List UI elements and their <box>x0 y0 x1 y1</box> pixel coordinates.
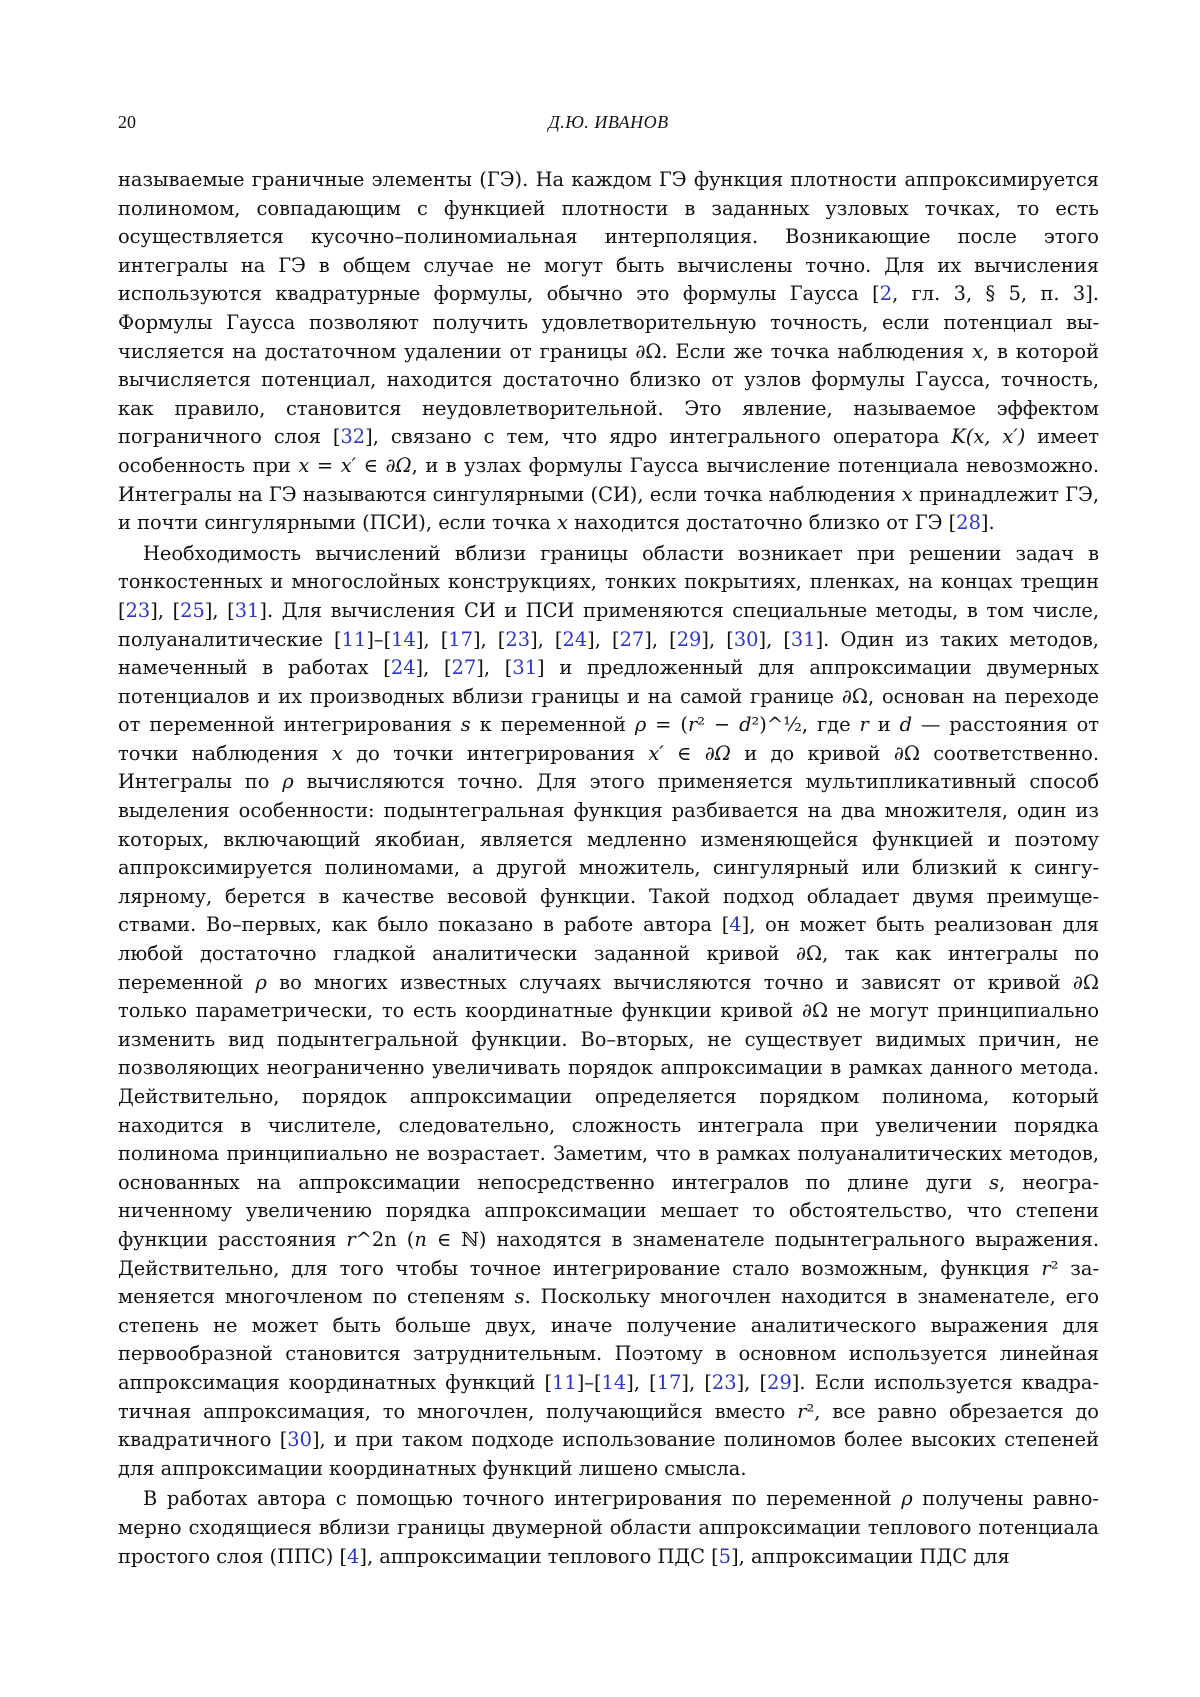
text-run: ], [ <box>701 627 734 651</box>
math-symbol: d <box>739 713 752 737</box>
text-run: находится достаточно близко от ГЭ [ <box>567 511 957 535</box>
paragraph-1 <box>118 166 1099 538</box>
text-run: ∈ ℕ) находятся в знаменателе подынтегрального выражения. Действительно, для того чтобы точное интегрирование стало возможным, функция <box>118 1227 1100 1280</box>
math-symbol: d <box>899 713 913 737</box>
citation-link[interactable]: 28 <box>956 511 981 535</box>
text-run: ]. Один из таких методов, намеченный в работах [ <box>118 627 1099 680</box>
math-symbol: x <box>557 511 568 535</box>
math-symbol: s <box>989 1170 1000 1194</box>
math-symbol: K(x, x′) <box>951 425 1026 449</box>
citation-link[interactable]: 5 <box>718 1544 732 1568</box>
text-run: , неограниченному увеличению порядка аппроксимации мешает то обстоятельство, что степени функции расстояния <box>118 1170 1099 1251</box>
citation-link[interactable]: 2 <box>879 282 893 306</box>
paragraph-2 <box>118 540 1099 1484</box>
text-run: ], [ <box>681 1370 712 1394</box>
running-head: Д.Ю. ИВАНОВ <box>548 112 669 132</box>
text-run: и до кривой ∂Ω соответственно. Интегралы по <box>118 741 1100 794</box>
text-run: ]. <box>980 511 995 535</box>
citation-link[interactable]: 31 <box>512 656 538 680</box>
citation-link[interactable]: 4 <box>347 1544 360 1568</box>
citation-link[interactable]: 11 <box>552 1370 577 1394</box>
text-run: ], [ <box>626 1370 657 1394</box>
math-symbol: s <box>460 713 471 737</box>
text-run: ], аппроксимации теплового ПДС [ <box>359 1544 719 1568</box>
text-run: ], [ <box>530 627 563 651</box>
text-run: ], [ <box>150 598 181 622</box>
text-run: ], [ <box>736 1370 768 1394</box>
citation-link[interactable]: 29 <box>676 627 702 651</box>
text-run: ], [ <box>204 598 235 622</box>
text-run: принадлежит ГЭ, и почти сингулярными (ПСИ), если точка <box>118 482 1099 535</box>
text-run: ], [ <box>472 627 506 651</box>
citation-link[interactable]: 27 <box>451 656 477 680</box>
text-run: вычисляются точно. Для этого применяется мультипликативный способ выделения особенности: подынтегральная функция разбивается на два множителя, один из которых, включающий якобиан, является медленно изменяющейся функцией и поэтому аппроксимируется полиномами, а другой множитель, сингулярный или близкий к сингулярному, берется в качестве весовой функции. Такой подход обладает двумя преимуществами. Во–первых, как было показано в работе автора [ <box>118 770 1099 937</box>
text-run: до точки интегрирования <box>342 741 649 765</box>
text-run: ], [ <box>587 627 620 651</box>
citation-link[interactable]: 29 <box>767 1370 792 1394</box>
text-run: — расстояния от точки наблюдения <box>118 713 1100 765</box>
text-run: ], [ <box>415 656 452 680</box>
math-symbol: r <box>346 1227 356 1251</box>
text-run: ]. Если используется квадратичная аппроксимация, то многочлен, получающийся вместо <box>118 1370 1099 1423</box>
math-symbol: ρ <box>282 770 294 794</box>
math-symbol: ρ <box>634 713 647 737</box>
math-symbol: ρ <box>901 1487 913 1511</box>
math-symbol: n <box>414 1227 427 1251</box>
text-run: ² − <box>697 713 740 737</box>
text-run: , и в узлах формулы Гаусса вычисление потенциала невозможно. Интегралы на ГЭ называются сингулярными (СИ), если точка наблюдения <box>118 453 1099 506</box>
text-run: ], связано с тем, что ядро интегрального оператора <box>365 425 952 449</box>
citation-link[interactable]: 24 <box>562 627 588 651</box>
paragraph-3 <box>118 1485 1099 1571</box>
text-run: ]–[ <box>366 627 392 651</box>
text-run: , гл. 3, § 5, п. 3]. Формулы Гаусса позволяют получить удовлетворительную точность, если потенциал вычисляется на достаточном удалении от границы ∂Ω. Если же точка наблюдения <box>118 282 1099 363</box>
text-run: ], он может быть реализован для любой достаточно гладкой аналитически заданной кривой ∂Ω, так как интегралы по переменной <box>118 913 1099 994</box>
text-run: ²)^½, где <box>751 713 860 737</box>
text-run: имеет особенность при <box>118 425 1099 477</box>
text-run: . Поскольку многочлен находится в знаменателе, его степень не может быть больше двух, иначе получение аналитического выражения для первообразной становится затруднительным. Поэтому в основном используется линейная аппроксимация координатных функций [ <box>118 1285 1099 1394</box>
citation-link[interactable]: 17 <box>448 627 473 651</box>
page-header <box>118 112 1099 138</box>
math-symbol: x <box>901 482 913 506</box>
text-run: Необходимость вычислений вблизи границы области возникает при решении задач в тонкостенных и многослойных конструкциях, тонких покрытиях, пленках, на концах трещин [ <box>118 541 1099 622</box>
citation-link[interactable]: 30 <box>287 1428 312 1452</box>
text-run: ], [ <box>644 627 677 651</box>
citation-link[interactable]: 14 <box>601 1370 627 1394</box>
citation-link[interactable]: 24 <box>390 656 416 680</box>
citation-link[interactable]: 23 <box>505 627 531 651</box>
math-symbol: r <box>797 1399 807 1423</box>
citation-link[interactable]: 23 <box>125 598 151 622</box>
text-run: и <box>868 713 900 737</box>
math-symbol: ρ <box>255 970 267 994</box>
text-run: ], [ <box>415 627 449 651</box>
math-symbol: r <box>859 713 869 737</box>
text-run: ]. Для вычисления СИ и ПСИ применяются специальные методы, в том числе, полуаналитические [ <box>118 598 1099 651</box>
citation-link[interactable]: 17 <box>656 1370 682 1394</box>
citation-link[interactable]: 31 <box>234 598 260 622</box>
citation-link[interactable]: 4 <box>729 913 742 937</box>
math-symbol: x′ ∈ ∂Ω <box>648 741 731 765</box>
math-symbol: x <box>972 339 984 363</box>
text-run: ] и предложенный для аппроксимации двумерных потенциалов и их производных вблизи границы и на самой границе ∂Ω, основан на переходе от переменной интегрирования <box>118 656 1099 737</box>
text-run: ], [ <box>758 627 791 651</box>
citation-link[interactable]: 32 <box>340 425 366 449</box>
math-symbol: x <box>331 741 343 765</box>
citation-link[interactable]: 23 <box>711 1370 737 1394</box>
citation-link[interactable]: 14 <box>391 627 416 651</box>
text-run: В работах автора с помощью точного интегрирования по переменной <box>143 1487 902 1511</box>
text-run: ^2n ( <box>355 1227 415 1251</box>
text-run: ], аппроксимации ПДС для <box>731 1544 1010 1568</box>
text-run: ], [ <box>476 656 513 680</box>
citation-link[interactable]: 11 <box>341 627 367 651</box>
text-run: , в которой вычисляется потенциал, находится достаточно близко от узлов формулы Гаусса, точность, как правило, становится неудовлетворительной. Это явление, называемое эффектом пограничного слоя [ <box>118 339 1099 449</box>
text-run: во многих известных случаях вычисляются точно и зависят от кривой ∂Ω только параметрически, то есть координатные функции кривой ∂Ω не могут принципиально изменить вид подынтегральной функции. Во–вторых, не существует видимых причин, не позволяющих неограниченно увеличивать порядок аппроксимации в рамках данного метода. Действительно, порядок аппроксимации определяется порядком полинома, который находится в числителе, следовательно, сложность интеграла при увеличении порядка полинома принципиально не возрастает. Заметим, что в рамках полуаналитических методов, основанных на аппроксимации непосредственно интегралов по длине дуги <box>118 970 1099 1194</box>
text-run: получены равномерно сходящиеся вблизи границы двумерной области аппроксимации теплового потенциала простого слоя (ППС) [ <box>118 1487 1099 1568</box>
text-run: ]–[ <box>576 1370 602 1394</box>
text-run: к переменной <box>470 713 635 737</box>
citation-link[interactable]: 31 <box>790 627 816 651</box>
citation-link[interactable]: 30 <box>733 627 759 651</box>
text-run: ², все равно обрезается до квадратичного [ <box>118 1399 1099 1452</box>
math-symbol: x = x′ ∈ ∂Ω <box>298 453 412 477</box>
citation-link[interactable]: 25 <box>180 598 205 622</box>
text-run: называемые граничные элементы (ГЭ). На каждом ГЭ функция плотности аппроксимируется полиномом, совпадающим с функцией плотности в заданных узловых точках, то есть осуществляется кусочно–полиномиальная интерполяция. Возникающие после этого интегралы на ГЭ в общем случае не могут быть вычислены точно. Для их вычисления используются квадратурные формулы, обычно это формулы Гаусса [ <box>118 168 1099 306</box>
page-number: 20 <box>118 112 136 132</box>
citation-link[interactable]: 27 <box>619 627 645 651</box>
text-run: ], и при таком подходе использование полиномов более высоких степеней для аппроксимации координатных функций лишено смысла. <box>118 1428 1100 1480</box>
math-symbol: s <box>514 1285 525 1309</box>
body-text <box>118 166 1099 1573</box>
math-symbol: r <box>1041 1256 1051 1280</box>
text-run: = ( <box>646 713 688 737</box>
text-run: ² заменяется многочленом по степеням <box>118 1256 1100 1309</box>
math-symbol: r <box>687 713 698 737</box>
